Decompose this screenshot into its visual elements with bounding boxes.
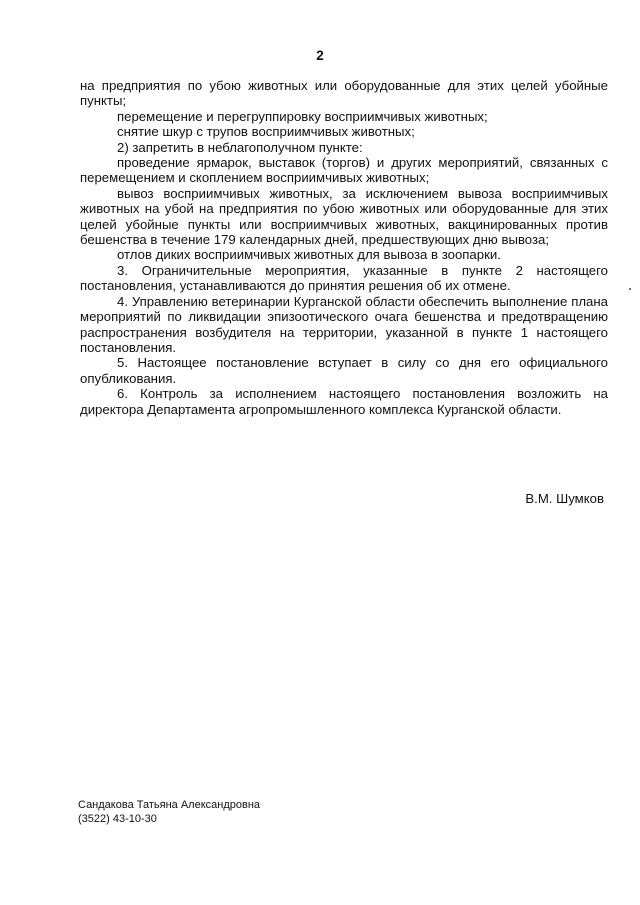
executor-phone: (3522) 43-10-30 [78,812,157,825]
paragraph: 6. Контроль за исполнением настоящего постановления возложить на директора Департамента агропромышленного комплекса Курганской области. [80,386,608,417]
scan-speck [629,288,631,290]
paragraph: 3. Ограничительные мероприятия, указанные в пункте 2 настоящего постановления, устанавливаются до принятия решения об их отмене. [80,262,608,294]
paragraph: 4. Управлению ветеринарии Курганской области обеспечить выполнение плана мероприятий по ликвидации эпизоотического очага бешенства и предотвращению распространения возбудителя на территории, указанной в пункте 1 настоящего постановления. [80,293,608,355]
paragraph: снятие шкур с трупов восприимчивых животных; [117,124,415,140]
paragraph: 2) запретить в неблагополучном пункте: [117,139,363,155]
page-number: 2 [316,48,324,63]
paragraph: проведение ярмарок, выставок (торгов) и других мероприятий, связанных с перемещением и скоплением восприимчивых животных; [80,155,608,186]
executor-name: Сандакова Татьяна Александровна [78,799,261,811]
paragraph: отлов диких восприимчивых животных для вывоза в зоопарки. [117,247,501,263]
document-body [80,78,608,417]
paragraph: перемещение и перегруппировку восприимчивых животных; [117,108,488,124]
paragraph: 5. Настоящее постановление вступает в силу со дня его официального опубликования. [80,355,608,386]
executor-footer [78,799,260,826]
paragraph: вывоз восприимчивых животных, за исключением вывоза восприимчивых животных на убой на предприятия по убою животных или оборудованные для этих целей убойные пункты или восприимчивых животных, вакцинированных против бешенства в течение 179 календарных дней, предшествующих дню вывоза; [80,185,608,248]
paragraph: на предприятия по убою животных или оборудованные для этих целей убойные пункты; [80,78,608,109]
signature-name: В.М. Шумков [525,491,604,506]
